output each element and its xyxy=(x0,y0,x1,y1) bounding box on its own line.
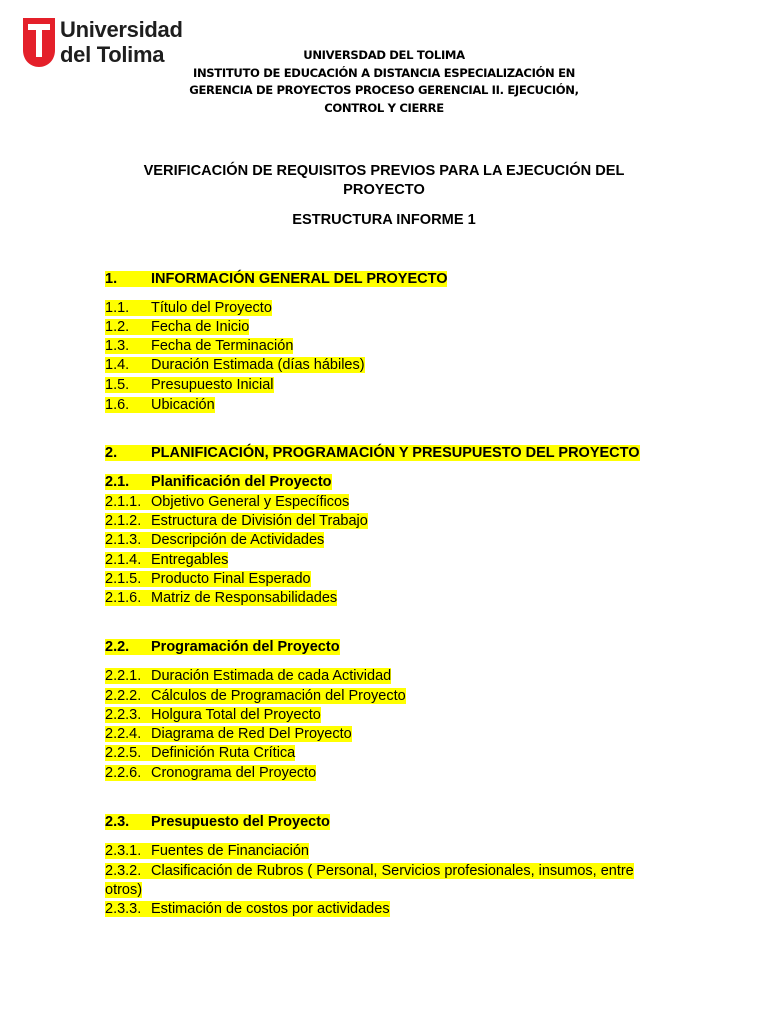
university-logo xyxy=(22,16,183,68)
list-item: 1.5. Presupuesto Inicial xyxy=(105,377,274,393)
header-line: CONTROL Y CIERRE xyxy=(324,100,444,115)
document-subtitle: ESTRUCTURA INFORME 1 xyxy=(292,212,476,228)
section-heading-2 xyxy=(105,445,640,462)
document-header xyxy=(160,47,608,117)
university-logo-icon xyxy=(22,16,56,68)
section-number: 1. xyxy=(105,271,118,287)
section-number: 2. xyxy=(105,445,118,461)
list-item: 2.1.1. Objetivo General y Específicos xyxy=(105,494,350,510)
list-item: 1.1. Título del Proyecto xyxy=(105,300,272,316)
header-line: INSTITUTO DE EDUCACIÓN A DISTANCIA ESPECIALIZACIÓN EN xyxy=(192,65,575,80)
section-heading-1 xyxy=(105,271,447,288)
list-item: 2.2.6. Cronograma del Proyecto xyxy=(105,765,317,781)
list-item: 2.3.2. Clasificación de Rubros ( Personal, Servicios profesionales, insumos, entre xyxy=(105,863,634,879)
logo-line-1: Universidad xyxy=(60,17,183,42)
subsection-heading-2-3: 2.3. Presupuesto del Proyecto xyxy=(105,814,330,830)
title-line-2: PROYECTO xyxy=(343,182,425,198)
list-item-continuation: otros) xyxy=(105,882,143,898)
list-item: 2.3.3. Estimación de costos por actividades xyxy=(105,901,390,917)
list-item: 2.1.4. Entregables xyxy=(105,552,229,568)
list-item: 2.1.3. Descripción de Actividades xyxy=(105,532,325,548)
list-item: 2.2.5. Definición Ruta Crítica xyxy=(105,745,296,761)
list-item: 2.2.2. Cálculos de Programación del Proyecto xyxy=(105,688,406,704)
list-item: 2.1.6. Matriz de Responsabilidades xyxy=(105,590,338,606)
list-item: 2.1.5. Producto Final Esperado xyxy=(105,571,311,587)
list-item: 1.4. Duración Estimada (días hábiles) xyxy=(105,357,365,373)
list-item: 1.2. Fecha de Inicio xyxy=(105,319,250,335)
list-item: 2.1.2. Estructura de División del Trabajo xyxy=(105,513,368,529)
list-item: 1.3. Fecha de Terminación xyxy=(105,338,294,354)
section-label: INFORMACIÓN GENERAL DEL PROYECTO xyxy=(151,271,448,287)
subsection-heading-2-1: 2.1. Planificación del Proyecto xyxy=(105,474,332,490)
list-item: 2.2.3. Holgura Total del Proyecto xyxy=(105,707,321,723)
header-line: GERENCIA DE PROYECTOS PROCESO GERENCIAL II. EJECUCIÓN, xyxy=(189,83,579,97)
list-item: 2.2.4. Diagrama de Red Del Proyecto xyxy=(105,726,352,742)
section-label: PLANIFICACIÓN, PROGRAMACIÓN Y PRESUPUESTO DEL PROYECTO xyxy=(151,445,640,461)
list-item: 2.2.1. Duración Estimada de cada Actividad xyxy=(105,668,392,684)
list-item: 1.6. Ubicación xyxy=(105,397,215,413)
header-line: UNIVERSDAD DEL TOLIMA xyxy=(303,48,465,62)
list-item: 2.3.1. Fuentes de Financiación xyxy=(105,843,309,859)
document-title xyxy=(120,162,648,200)
title-line-1: VERIFICACIÓN DE REQUISITOS PREVIOS PARA LA EJECUCIÓN DEL xyxy=(143,163,625,179)
subsection-heading-2-2: 2.2. Programación del Proyecto xyxy=(105,639,340,655)
logo-line-2: del Tolima xyxy=(60,42,165,67)
